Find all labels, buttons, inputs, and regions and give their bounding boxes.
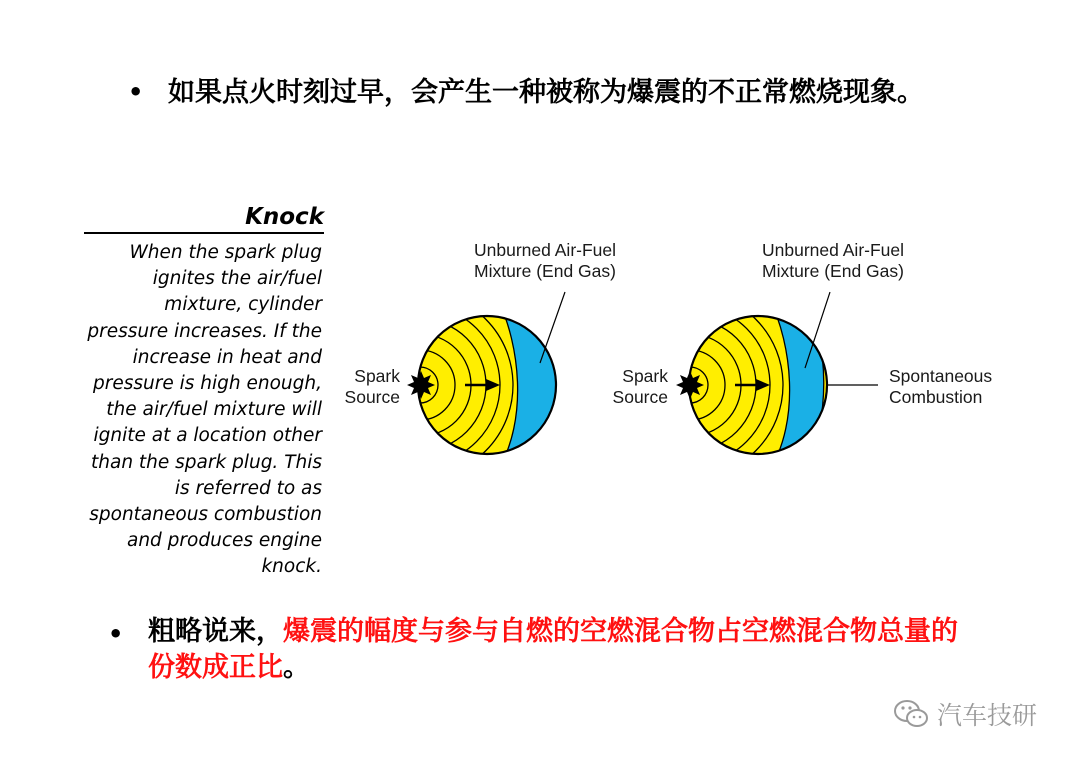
spark-label-line1: Spark: [622, 366, 668, 386]
knock-line: pressure increases. If the: [87, 320, 322, 342]
knock-line: spontaneous combustion: [89, 504, 322, 526]
bullet-dot: •: [128, 78, 144, 106]
end-gas-label-line1: Unburned Air-Fuel: [474, 240, 617, 260]
knock-line: When the spark plug: [129, 242, 322, 263]
spark-icon: [676, 371, 704, 399]
knock-line: knock.: [261, 556, 322, 578]
spark-icon: [407, 371, 435, 399]
bullet-top-text: 如果点火时刻过早，会产生一种被称为爆震的不正常燃烧现象。: [168, 77, 924, 108]
spark-label-line2: Source: [344, 387, 400, 407]
end-gas-leader: [540, 292, 565, 363]
watermark: [893, 696, 1037, 732]
knock-line: increase in heat and: [132, 346, 322, 368]
knock-line: ignites the air/fuel: [152, 268, 322, 290]
spontaneous-label-line1: Spontaneous: [889, 366, 993, 386]
bullet-bottom-text: [148, 614, 978, 686]
knock-line: the air/fuel mixture will: [106, 399, 322, 421]
knock-title: Knock: [84, 204, 324, 234]
bullet-bottom-lead: 粗略说来，: [148, 616, 283, 647]
bullet-bottom-tail: 。: [283, 652, 310, 683]
end-gas-label-line1: Unburned Air-Fuel: [762, 240, 905, 260]
watermark-text: 汽车技研: [937, 701, 1038, 730]
knock-line: is referred to as: [174, 477, 322, 499]
knock-line: pressure is high enough,: [93, 373, 322, 395]
end-gas-label-line2: Mixture (End Gas): [762, 261, 904, 281]
knock-line: mixture, cylinder: [164, 294, 322, 316]
wechat-icon: [893, 699, 929, 729]
knock-line: ignite at a location other: [93, 425, 322, 447]
bullet-dot: •: [108, 620, 124, 648]
knock-line: and produces engine: [127, 530, 322, 552]
spark-label-line2: Source: [612, 387, 668, 407]
bullet-bottom-emphasis: 爆震的幅度与参与自燃的空燃混合物占空燃混合物总量的份数成正比: [148, 616, 958, 683]
end-gas-label-line2: Mixture (End Gas): [474, 261, 616, 281]
bullet-bottom: [108, 614, 988, 686]
spontaneous-label-line2: Combustion: [889, 387, 983, 407]
knock-line: than the spark plug. This: [91, 451, 322, 473]
spark-label-line1: Spark: [354, 366, 400, 386]
